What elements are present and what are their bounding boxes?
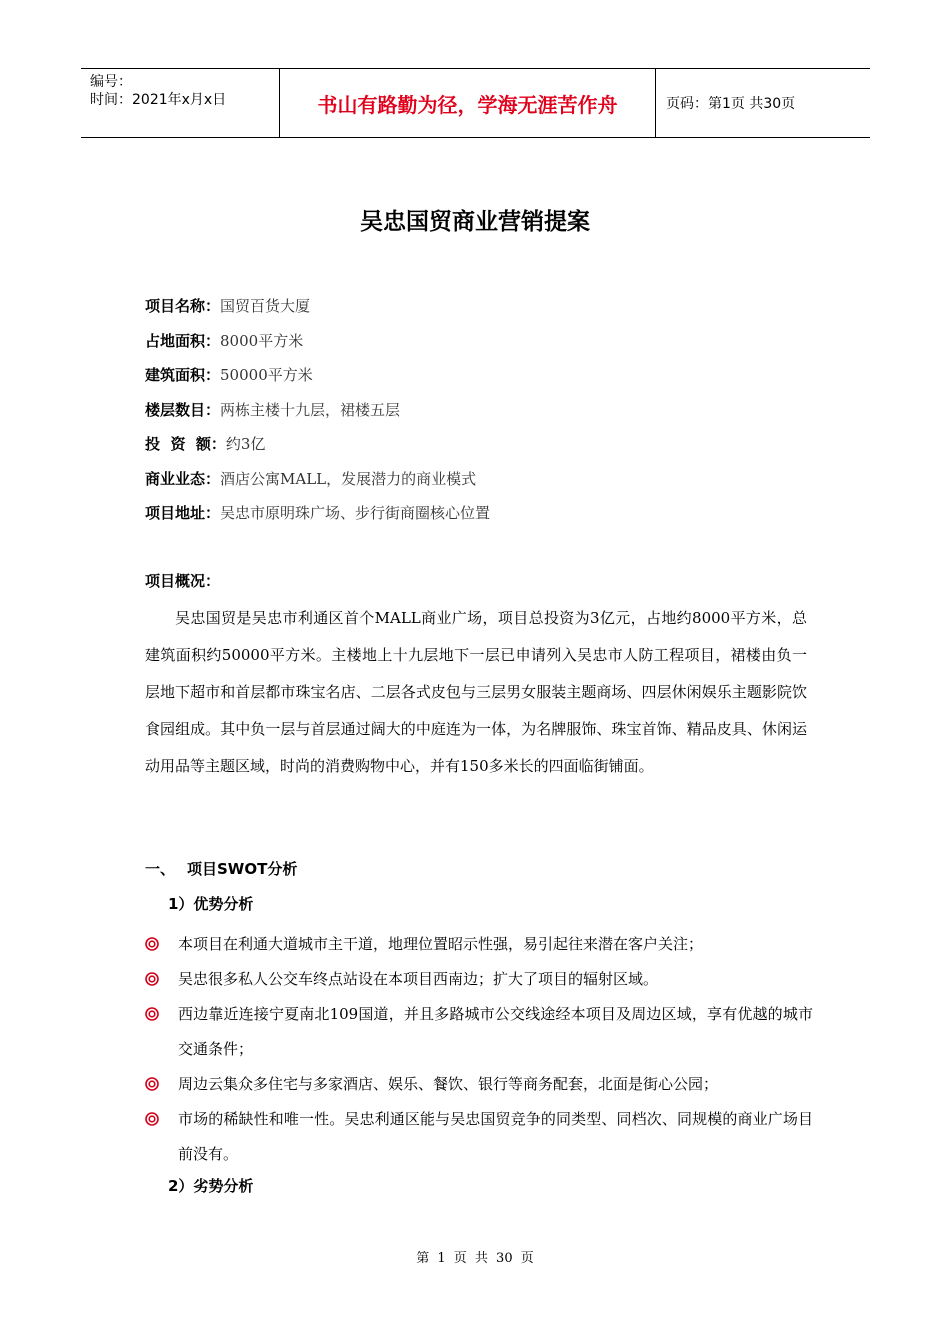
list-item-text: 本项目在利通大道城市主干道，地理位置昭示性强，易引起往来潜在客户关注；: [178, 935, 704, 953]
overview-paragraph: 吴忠国贸是吴忠市利通区首个MALL商业广场，项目总投资为3亿元，占地约8000平方米，总建筑面积约50000平方米。主楼地上十九层地下一层已申请列入吴忠市人防工程项目，裙楼由负一层地下超市和首层都市珠宝名店、二层各式皮包与三层男女服装主题商场、四层休闲娱乐主题影院饮食园组成。其中负一层与首层通过阔大的中庭连为一体，为名牌服饰、珠宝首饰、精品皮具、休闲运动用品等主题区域，时尚的消费购物中心，并有150多米长的四面临街铺面。: [145, 609, 807, 775]
section-swot-heading: [145, 858, 297, 879]
code-label: 编号：: [90, 74, 132, 90]
list-item: [145, 1067, 813, 1102]
double-circle-icon: [145, 972, 159, 986]
info-row: [145, 432, 825, 467]
info-row: [145, 467, 825, 502]
list-item-text: 市场的稀缺性和唯一性。吴忠利通区能与吴忠国贸竞争的同类型、同档次、同规模的商业广场目前没有。: [178, 1110, 813, 1163]
info-value: 50000平方米: [220, 366, 313, 384]
info-value: 酒店公寓MALL，发展潜力的商业模式: [220, 469, 477, 488]
project-info-list: [145, 294, 825, 536]
info-label: 项目名称：: [145, 297, 221, 315]
list-item-text: 西边靠近连接宁夏南北109国道，并且多路城市公交线途经本项目及周边区域，享有优越的城市交通条件；: [178, 1005, 813, 1058]
info-label: 商业业态：: [145, 469, 221, 488]
list-item: [145, 927, 813, 962]
info-value: 国贸百货大厦: [220, 297, 311, 315]
header-left-cell: [81, 69, 280, 137]
double-circle-icon: [145, 1007, 159, 1021]
document-title: 吴忠国贸商业营销提案: [360, 209, 590, 235]
overview-heading: 项目概况：: [145, 572, 221, 590]
info-label: 占地面积：: [145, 331, 221, 350]
info-label: 投 资 额：: [145, 435, 226, 453]
info-row: [145, 398, 825, 433]
info-row: [145, 363, 825, 398]
list-item-text: 吴忠很多私人公交车终点站设在本项目西南边；扩大了项目的辐射区域。: [178, 970, 659, 988]
subheading-strengths: 1）优势分析: [168, 895, 254, 913]
section-number: 一、: [145, 860, 176, 878]
info-value: 8000平方米: [220, 331, 304, 350]
strengths-list: [145, 927, 813, 1172]
info-label: 建筑面积：: [145, 366, 221, 384]
double-circle-icon: [145, 1077, 159, 1091]
time-label: 时间：2021年x月x日: [90, 92, 227, 108]
double-circle-icon: [145, 1112, 159, 1126]
list-item: [145, 997, 813, 1067]
double-circle-icon: [145, 937, 159, 951]
info-value: 吴忠市原明珠广场、步行街商圈核心位置: [220, 504, 491, 522]
list-item: [145, 962, 813, 997]
list-item-text: 周边云集众多住宅与多家酒店、娱乐、餐饮、银行等商务配套，北面是街心公园；: [178, 1075, 719, 1093]
subheading-weaknesses: 2）劣势分析: [168, 1177, 254, 1195]
header-page-info: 页码：第1页 共30页: [666, 96, 796, 112]
info-value: 约3亿: [225, 435, 266, 453]
list-item: [145, 1102, 813, 1172]
header-motto: 书山有路勤为径，学海无涯苦作舟: [280, 69, 656, 137]
info-row: [145, 329, 825, 364]
info-label: 楼层数目：: [145, 400, 221, 419]
info-row: [145, 501, 825, 536]
info-value: 两栋主楼十九层，裙楼五层: [220, 400, 401, 419]
section-title: 项目SWOT分析: [187, 860, 298, 878]
header-table: [81, 68, 870, 138]
info-row: [145, 294, 825, 329]
page-footer: 第 1 页 共 30 页: [416, 1251, 534, 1266]
info-label: 项目地址：: [145, 504, 221, 522]
